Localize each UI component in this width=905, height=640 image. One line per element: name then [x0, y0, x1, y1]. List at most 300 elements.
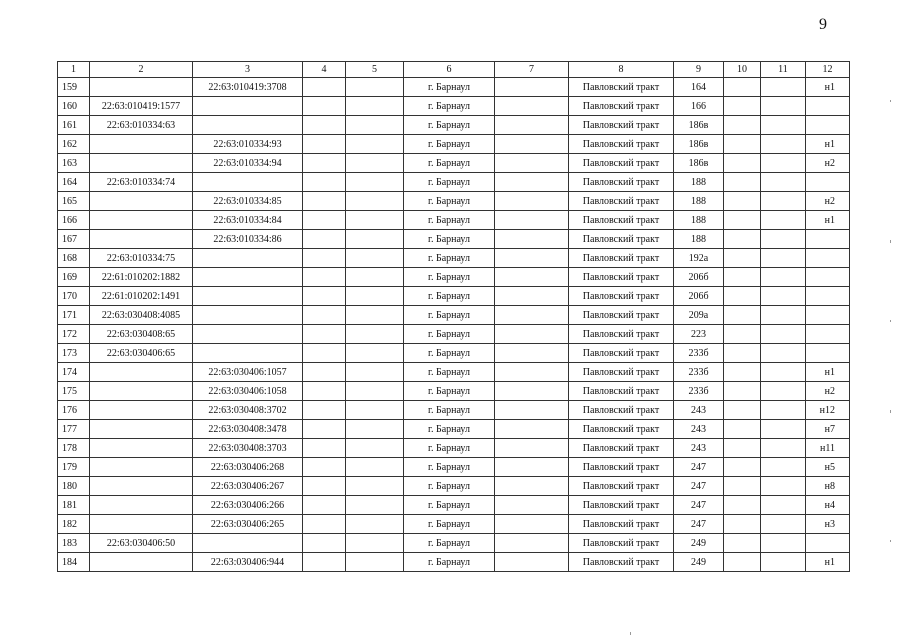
cell-col-3 [193, 325, 303, 344]
cell-col-1: 162 [58, 135, 90, 154]
cell-col-4 [303, 515, 346, 534]
cell-col-9: 247 [674, 458, 724, 477]
cell-col-1: 1 [58, 62, 90, 78]
cell-col-9: 188 [674, 192, 724, 211]
cell-col-8: Павловский тракт [569, 116, 674, 135]
table-row [58, 135, 850, 154]
cell-col-3 [193, 344, 303, 363]
margin-mark [890, 100, 891, 102]
cell-col-3: 22:63:030406:268 [193, 458, 303, 477]
cell-col-4: 4 [303, 62, 346, 78]
cell-col-1: 175 [58, 382, 90, 401]
cell-col-12 [806, 344, 850, 363]
cell-col-1: 164 [58, 173, 90, 192]
cell-col-10 [724, 344, 761, 363]
cell-col-8: Павловский тракт [569, 230, 674, 249]
cell-col-2 [90, 477, 193, 496]
cell-col-4 [303, 173, 346, 192]
cell-col-12 [806, 173, 850, 192]
cell-col-10 [724, 287, 761, 306]
cell-col-7 [495, 78, 569, 97]
table-row [58, 116, 850, 135]
table-row [58, 78, 850, 97]
cell-col-9: 166 [674, 97, 724, 116]
cell-col-10 [724, 78, 761, 97]
cell-col-4 [303, 439, 346, 458]
cell-col-2 [90, 553, 193, 572]
cell-col-11 [761, 230, 806, 249]
table-row [58, 268, 850, 287]
cell-col-4 [303, 553, 346, 572]
cell-col-11 [761, 135, 806, 154]
cell-col-4 [303, 287, 346, 306]
cell-col-4 [303, 401, 346, 420]
cell-col-5 [346, 363, 404, 382]
cell-col-1: 169 [58, 268, 90, 287]
cell-col-5 [346, 420, 404, 439]
cell-col-5 [346, 116, 404, 135]
table-row [58, 173, 850, 192]
cell-col-3: 22:63:010334:93 [193, 135, 303, 154]
cell-col-12: н2 [806, 382, 850, 401]
cell-col-10 [724, 306, 761, 325]
cell-col-12: н1 [806, 363, 850, 382]
cell-col-4 [303, 534, 346, 553]
cell-col-5 [346, 249, 404, 268]
cell-col-7 [495, 553, 569, 572]
cell-col-9: 209а [674, 306, 724, 325]
cell-col-12: н8 [806, 477, 850, 496]
cell-col-12: н4 [806, 496, 850, 515]
cell-col-5 [346, 135, 404, 154]
margin-mark [630, 632, 631, 635]
cell-col-10 [724, 211, 761, 230]
cell-col-11 [761, 496, 806, 515]
cell-col-1: 160 [58, 97, 90, 116]
cell-col-7 [495, 97, 569, 116]
table-row [58, 344, 850, 363]
cell-col-2 [90, 458, 193, 477]
cell-col-7 [495, 515, 569, 534]
table-row [58, 439, 850, 458]
cell-col-4 [303, 420, 346, 439]
cell-col-6: г. Барнаул [404, 211, 495, 230]
cell-col-5 [346, 268, 404, 287]
cell-col-5: 5 [346, 62, 404, 78]
cell-col-2: 22:63:010334:74 [90, 173, 193, 192]
cell-col-12 [806, 249, 850, 268]
cell-col-6: г. Барнаул [404, 230, 495, 249]
cell-col-7 [495, 306, 569, 325]
cell-col-1: 166 [58, 211, 90, 230]
cell-col-3: 22:63:030408:3702 [193, 401, 303, 420]
cell-col-3: 22:63:030406:1058 [193, 382, 303, 401]
cell-col-11 [761, 325, 806, 344]
cell-col-9: 249 [674, 553, 724, 572]
cell-col-1: 181 [58, 496, 90, 515]
cell-col-11 [761, 97, 806, 116]
cell-col-1: 179 [58, 458, 90, 477]
cell-col-1: 168 [58, 249, 90, 268]
table-row [58, 382, 850, 401]
table-row [58, 496, 850, 515]
cell-col-1: 170 [58, 287, 90, 306]
cell-col-9: 188 [674, 230, 724, 249]
cell-col-12 [806, 287, 850, 306]
cell-col-8: Павловский тракт [569, 173, 674, 192]
cell-col-9: 233б [674, 382, 724, 401]
cell-col-3: 22:63:030406:265 [193, 515, 303, 534]
margin-mark [890, 240, 891, 243]
cell-col-5 [346, 382, 404, 401]
cell-col-1: 184 [58, 553, 90, 572]
cell-col-5 [346, 477, 404, 496]
cell-col-10 [724, 363, 761, 382]
cell-col-8: Павловский тракт [569, 287, 674, 306]
cell-col-2 [90, 78, 193, 97]
cell-col-6: г. Барнаул [404, 268, 495, 287]
cell-col-8: Павловский тракт [569, 154, 674, 173]
cell-col-10 [724, 439, 761, 458]
cell-col-3: 22:63:030406:267 [193, 477, 303, 496]
cell-col-3: 22:63:030406:266 [193, 496, 303, 515]
table-row [58, 211, 850, 230]
cell-col-11 [761, 401, 806, 420]
cell-col-12 [806, 268, 850, 287]
cell-col-7 [495, 211, 569, 230]
cell-col-3 [193, 287, 303, 306]
cell-col-5 [346, 344, 404, 363]
cell-col-8: Павловский тракт [569, 553, 674, 572]
cell-col-11 [761, 420, 806, 439]
cell-col-5 [346, 439, 404, 458]
cell-col-6: г. Барнаул [404, 553, 495, 572]
cell-col-12: 12 [806, 62, 850, 78]
cell-col-12: н2 [806, 154, 850, 173]
cell-col-2 [90, 439, 193, 458]
cell-col-1: 167 [58, 230, 90, 249]
cell-col-7 [495, 534, 569, 553]
cell-col-11 [761, 382, 806, 401]
cell-col-9: 223 [674, 325, 724, 344]
cell-col-2: 22:63:030406:65 [90, 344, 193, 363]
cell-col-7 [495, 230, 569, 249]
cell-col-4 [303, 344, 346, 363]
cell-col-9: 243 [674, 439, 724, 458]
cell-col-1: 159 [58, 78, 90, 97]
cell-col-10 [724, 173, 761, 192]
cell-col-3: 22:63:030408:3478 [193, 420, 303, 439]
table-row [58, 477, 850, 496]
cell-col-4 [303, 192, 346, 211]
cell-col-8: Павловский тракт [569, 249, 674, 268]
cell-col-1: 165 [58, 192, 90, 211]
cell-col-6: г. Барнаул [404, 249, 495, 268]
cell-col-2: 22:61:010202:1491 [90, 287, 193, 306]
table-row [58, 515, 850, 534]
cell-col-12 [806, 116, 850, 135]
cell-col-4 [303, 135, 346, 154]
table-row [58, 363, 850, 382]
cell-col-12: н11 [806, 439, 850, 458]
cell-col-5 [346, 78, 404, 97]
cell-col-11 [761, 306, 806, 325]
table-row [58, 420, 850, 439]
cell-col-3: 22:63:010419:3708 [193, 78, 303, 97]
cell-col-12: н7 [806, 420, 850, 439]
cell-col-9: 249 [674, 534, 724, 553]
cell-col-5 [346, 458, 404, 477]
cell-col-4 [303, 325, 346, 344]
cell-col-8: Павловский тракт [569, 534, 674, 553]
cell-col-10 [724, 534, 761, 553]
cell-col-11 [761, 363, 806, 382]
cell-col-7 [495, 325, 569, 344]
cell-col-2 [90, 401, 193, 420]
cell-col-6: г. Барнаул [404, 192, 495, 211]
cell-col-1: 176 [58, 401, 90, 420]
margin-mark [890, 410, 891, 413]
cell-col-9: 206б [674, 268, 724, 287]
cell-col-6: г. Барнаул [404, 458, 495, 477]
cell-col-9: 206б [674, 287, 724, 306]
cell-col-4 [303, 477, 346, 496]
cell-col-3: 22:63:010334:85 [193, 192, 303, 211]
table-row [58, 154, 850, 173]
cell-col-11 [761, 458, 806, 477]
cell-col-8: Павловский тракт [569, 439, 674, 458]
cell-col-10 [724, 116, 761, 135]
cell-col-7 [495, 135, 569, 154]
cell-col-7 [495, 458, 569, 477]
cell-col-6: г. Барнаул [404, 135, 495, 154]
cell-col-5 [346, 515, 404, 534]
cell-col-6: г. Барнаул [404, 515, 495, 534]
cell-col-2 [90, 211, 193, 230]
cell-col-4 [303, 249, 346, 268]
cell-col-5 [346, 211, 404, 230]
cell-col-8: Павловский тракт [569, 382, 674, 401]
cell-col-7 [495, 192, 569, 211]
page-number: 9 [819, 16, 827, 33]
cell-col-12 [806, 325, 850, 344]
table-row [58, 458, 850, 477]
cell-col-9: 188 [674, 173, 724, 192]
cell-col-6: г. Барнаул [404, 477, 495, 496]
cell-col-9: 186в [674, 154, 724, 173]
cell-col-1: 182 [58, 515, 90, 534]
cell-col-6: г. Барнаул [404, 116, 495, 135]
cell-col-3: 22:63:030406:1057 [193, 363, 303, 382]
table-row [58, 306, 850, 325]
cell-col-2: 22:63:030406:50 [90, 534, 193, 553]
table-row [58, 192, 850, 211]
cell-col-2 [90, 363, 193, 382]
cell-col-11 [761, 116, 806, 135]
cell-col-10 [724, 420, 761, 439]
cell-col-11 [761, 553, 806, 572]
cell-col-8: Павловский тракт [569, 401, 674, 420]
cell-col-12 [806, 230, 850, 249]
table-body [58, 62, 850, 572]
cell-col-8: Павловский тракт [569, 515, 674, 534]
cell-col-3: 22:63:030406:944 [193, 553, 303, 572]
cell-col-11 [761, 344, 806, 363]
cell-col-8: Павловский тракт [569, 477, 674, 496]
cell-col-11 [761, 249, 806, 268]
cell-col-7 [495, 116, 569, 135]
cell-col-9: 188 [674, 211, 724, 230]
cell-col-7: 7 [495, 62, 569, 78]
cell-col-8: Павловский тракт [569, 97, 674, 116]
cell-col-2: 22:63:010419:1577 [90, 97, 193, 116]
register-table [57, 61, 850, 572]
cell-col-3: 3 [193, 62, 303, 78]
cell-col-9: 233б [674, 363, 724, 382]
cell-col-8: Павловский тракт [569, 306, 674, 325]
cell-col-12: н1 [806, 211, 850, 230]
cell-col-9: 9 [674, 62, 724, 78]
cell-col-9: 233б [674, 344, 724, 363]
cell-col-4 [303, 496, 346, 515]
cell-col-12: н5 [806, 458, 850, 477]
cell-col-11 [761, 268, 806, 287]
cell-col-10 [724, 192, 761, 211]
cell-col-5 [346, 97, 404, 116]
cell-col-12 [806, 97, 850, 116]
cell-col-7 [495, 496, 569, 515]
table-row [58, 401, 850, 420]
cell-col-2 [90, 420, 193, 439]
cell-col-1: 161 [58, 116, 90, 135]
cell-col-4 [303, 382, 346, 401]
table-row [58, 249, 850, 268]
cell-col-9: 243 [674, 401, 724, 420]
cell-col-2: 22:63:010334:63 [90, 116, 193, 135]
cell-col-5 [346, 173, 404, 192]
cell-col-1: 180 [58, 477, 90, 496]
cell-col-11 [761, 477, 806, 496]
cell-col-8: Павловский тракт [569, 344, 674, 363]
cell-col-6: г. Барнаул [404, 173, 495, 192]
cell-col-6: г. Барнаул [404, 382, 495, 401]
cell-col-5 [346, 192, 404, 211]
cell-col-12: н1 [806, 78, 850, 97]
cell-col-12: н1 [806, 553, 850, 572]
cell-col-4 [303, 116, 346, 135]
cell-col-7 [495, 268, 569, 287]
cell-col-9: 247 [674, 496, 724, 515]
cell-col-12 [806, 306, 850, 325]
cell-col-7 [495, 154, 569, 173]
cell-col-3 [193, 306, 303, 325]
cell-col-6: г. Барнаул [404, 534, 495, 553]
cell-col-10 [724, 154, 761, 173]
cell-col-8: Павловский тракт [569, 211, 674, 230]
cell-col-11 [761, 211, 806, 230]
cell-col-3 [193, 116, 303, 135]
cell-col-1: 173 [58, 344, 90, 363]
cell-col-8: Павловский тракт [569, 325, 674, 344]
cell-col-6: 6 [404, 62, 495, 78]
cell-col-3 [193, 534, 303, 553]
cell-col-2 [90, 515, 193, 534]
cell-col-2: 2 [90, 62, 193, 78]
cell-col-1: 183 [58, 534, 90, 553]
cell-col-9: 247 [674, 515, 724, 534]
cell-col-10 [724, 268, 761, 287]
margin-mark [890, 540, 891, 542]
cell-col-1: 177 [58, 420, 90, 439]
cell-col-5 [346, 287, 404, 306]
cell-col-5 [346, 230, 404, 249]
cell-col-4 [303, 211, 346, 230]
cell-col-2 [90, 496, 193, 515]
cell-col-7 [495, 363, 569, 382]
cell-col-12: н1 [806, 135, 850, 154]
cell-col-4 [303, 363, 346, 382]
cell-col-10: 10 [724, 62, 761, 78]
cell-col-9: 192а [674, 249, 724, 268]
cell-col-7 [495, 382, 569, 401]
cell-col-7 [495, 439, 569, 458]
cell-col-11 [761, 173, 806, 192]
table-row [58, 325, 850, 344]
cell-col-4 [303, 458, 346, 477]
cell-col-6: г. Барнаул [404, 344, 495, 363]
cell-col-4 [303, 154, 346, 173]
cell-col-10 [724, 515, 761, 534]
cell-col-6: г. Барнаул [404, 97, 495, 116]
cell-col-6: г. Барнаул [404, 78, 495, 97]
cell-col-10 [724, 553, 761, 572]
cell-col-7 [495, 477, 569, 496]
cell-col-3 [193, 268, 303, 287]
cell-col-3: 22:63:030408:3703 [193, 439, 303, 458]
cell-col-3: 22:63:010334:94 [193, 154, 303, 173]
cell-col-8: Павловский тракт [569, 135, 674, 154]
header-row [58, 62, 850, 78]
cell-col-5 [346, 325, 404, 344]
cell-col-2: 22:63:010334:75 [90, 249, 193, 268]
cell-col-4 [303, 230, 346, 249]
cell-col-10 [724, 230, 761, 249]
cell-col-9: 186в [674, 116, 724, 135]
cell-col-2: 22:63:030408:4085 [90, 306, 193, 325]
cell-col-4 [303, 306, 346, 325]
cell-col-12: н12 [806, 401, 850, 420]
cell-col-11 [761, 287, 806, 306]
cell-col-9: 164 [674, 78, 724, 97]
cell-col-6: г. Барнаул [404, 420, 495, 439]
cell-col-10 [724, 325, 761, 344]
cell-col-4 [303, 268, 346, 287]
cell-col-8: 8 [569, 62, 674, 78]
cell-col-2 [90, 192, 193, 211]
cell-col-7 [495, 173, 569, 192]
cell-col-9: 247 [674, 477, 724, 496]
cell-col-7 [495, 420, 569, 439]
cell-col-6: г. Барнаул [404, 287, 495, 306]
cell-col-10 [724, 401, 761, 420]
cell-col-2 [90, 230, 193, 249]
cell-col-3 [193, 97, 303, 116]
cell-col-8: Павловский тракт [569, 458, 674, 477]
cell-col-12 [806, 534, 850, 553]
cell-col-11: 11 [761, 62, 806, 78]
cell-col-2 [90, 135, 193, 154]
cell-col-10 [724, 97, 761, 116]
